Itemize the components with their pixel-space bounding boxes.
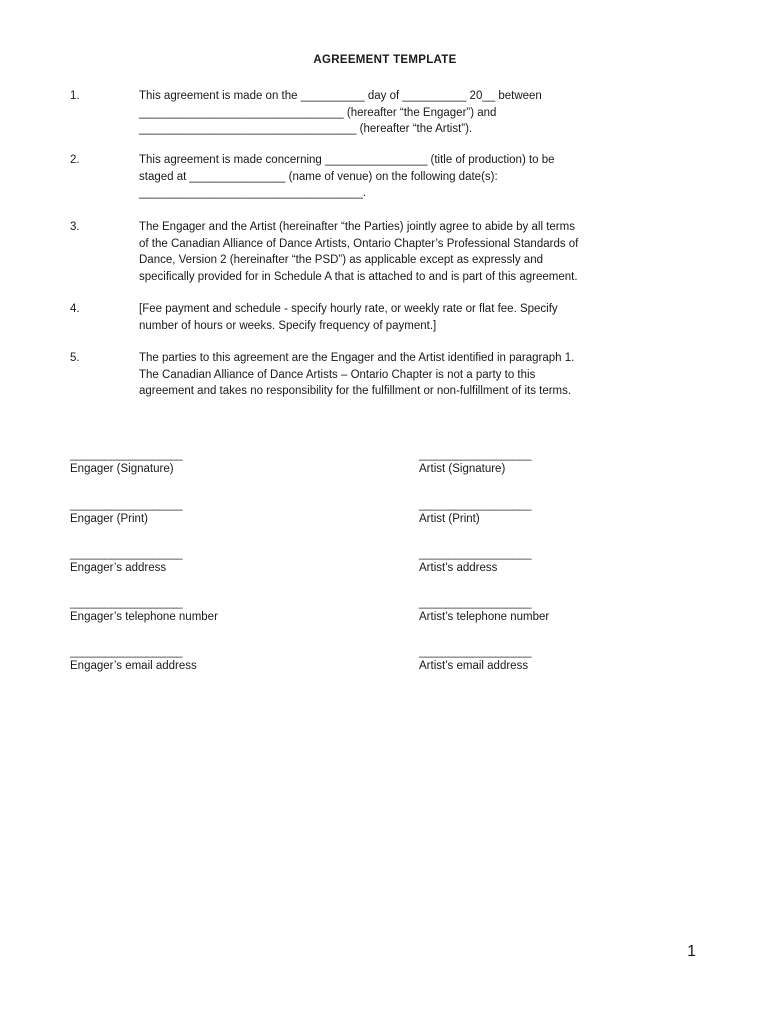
page-number: 1 bbox=[687, 943, 696, 960]
artist-signature-field[interactable] bbox=[419, 448, 531, 476]
signature-line: ___________________ bbox=[419, 646, 532, 658]
engager-email-label: Engager’s email address bbox=[70, 660, 197, 672]
clause-text bbox=[139, 350, 699, 400]
engager-email-field[interactable] bbox=[70, 645, 197, 673]
signature-line: ___________________ bbox=[70, 597, 183, 609]
clause-text bbox=[139, 219, 699, 285]
artist-telephone-label: Artist’s telephone number bbox=[419, 611, 550, 623]
engager-signature-field[interactable] bbox=[70, 448, 182, 476]
clause-line: of the Canadian Alliance of Dance Artists, Ontario Chapter’s Professional Standards of bbox=[139, 237, 579, 250]
artist-signature-label: Artist (Signature) bbox=[419, 463, 506, 475]
clause-number: 3. bbox=[70, 221, 80, 233]
clause-line: The Canadian Alliance of Dance Artists – Ontario Chapter is not a party to this bbox=[139, 368, 536, 381]
clause-line: specifically provided for in Schedule A that is attached to and is part of this agreement. bbox=[139, 270, 578, 283]
document-title: AGREEMENT TEMPLATE bbox=[313, 54, 457, 66]
clause-text bbox=[139, 152, 699, 202]
signature-line: ___________________ bbox=[70, 499, 183, 511]
clause-line: Dance, Version 2 (hereinafter “the PSD”) as applicable except as expressly and bbox=[139, 254, 543, 266]
clause-text bbox=[139, 301, 699, 334]
engager-signature-label: Engager (Signature) bbox=[70, 463, 174, 475]
engager-print-label: Engager (Print) bbox=[70, 513, 148, 525]
signature-line: ___________________ bbox=[70, 548, 183, 560]
clause-number: 1. bbox=[70, 90, 80, 102]
clause-line: The Engager and the Artist (hereinafter “the Parties) jointly agree to abide by all terms bbox=[139, 221, 575, 233]
artist-email-field[interactable] bbox=[419, 645, 531, 673]
clause-line: [Fee payment and schedule - specify hourly rate, or weekly rate or flat fee. Specify bbox=[139, 303, 558, 315]
signature-line: ___________________ bbox=[70, 646, 183, 658]
clause-line: __________________________________ (hereafter “the Artist”). bbox=[139, 123, 473, 135]
artist-address-field[interactable] bbox=[419, 547, 531, 575]
clause-line: This agreement is made on the __________ day of __________ 20__ between bbox=[139, 90, 542, 102]
clause-line: The parties to this agreement are the Engager and the Artist identified in paragraph 1. bbox=[139, 352, 575, 364]
clause-number: 2. bbox=[70, 154, 80, 166]
clause-number: 5. bbox=[70, 352, 80, 364]
clause-line: staged at _______________ (name of venue) on the following date(s): bbox=[139, 170, 498, 183]
engager-address-field[interactable] bbox=[70, 547, 182, 575]
engager-address-label: Engager’s address bbox=[70, 562, 167, 574]
artist-email-label: Artist’s email address bbox=[419, 660, 529, 672]
clause-number: 4. bbox=[70, 303, 80, 315]
signature-line: ___________________ bbox=[419, 499, 532, 511]
artist-print-label: Artist (Print) bbox=[419, 513, 480, 525]
artist-address-label: Artist’s address bbox=[419, 562, 498, 574]
clause-line: ___________________________________. bbox=[139, 187, 367, 199]
clause-line: number of hours or weeks. Specify frequency of payment.] bbox=[139, 319, 437, 332]
clause-line: ________________________________ (hereafter “the Engager”) and bbox=[139, 106, 497, 119]
clause-text bbox=[139, 88, 699, 138]
signature-line: ___________________ bbox=[70, 449, 183, 461]
signature-line: ___________________ bbox=[419, 597, 532, 609]
engager-telephone-label: Engager’s telephone number bbox=[70, 611, 218, 623]
engager-telephone-field[interactable] bbox=[70, 596, 218, 624]
artist-telephone-field[interactable] bbox=[419, 596, 549, 624]
artist-print-field[interactable] bbox=[419, 498, 531, 526]
clause-line: agreement and takes no responsibility for the fulfillment or non-fulfillment of its terms. bbox=[139, 385, 572, 397]
clause-line: This agreement is made concerning ________________ (title of production) to be bbox=[139, 154, 555, 166]
signature-line: ___________________ bbox=[419, 548, 532, 560]
signature-line: ___________________ bbox=[419, 449, 532, 461]
engager-print-field[interactable] bbox=[70, 498, 182, 526]
